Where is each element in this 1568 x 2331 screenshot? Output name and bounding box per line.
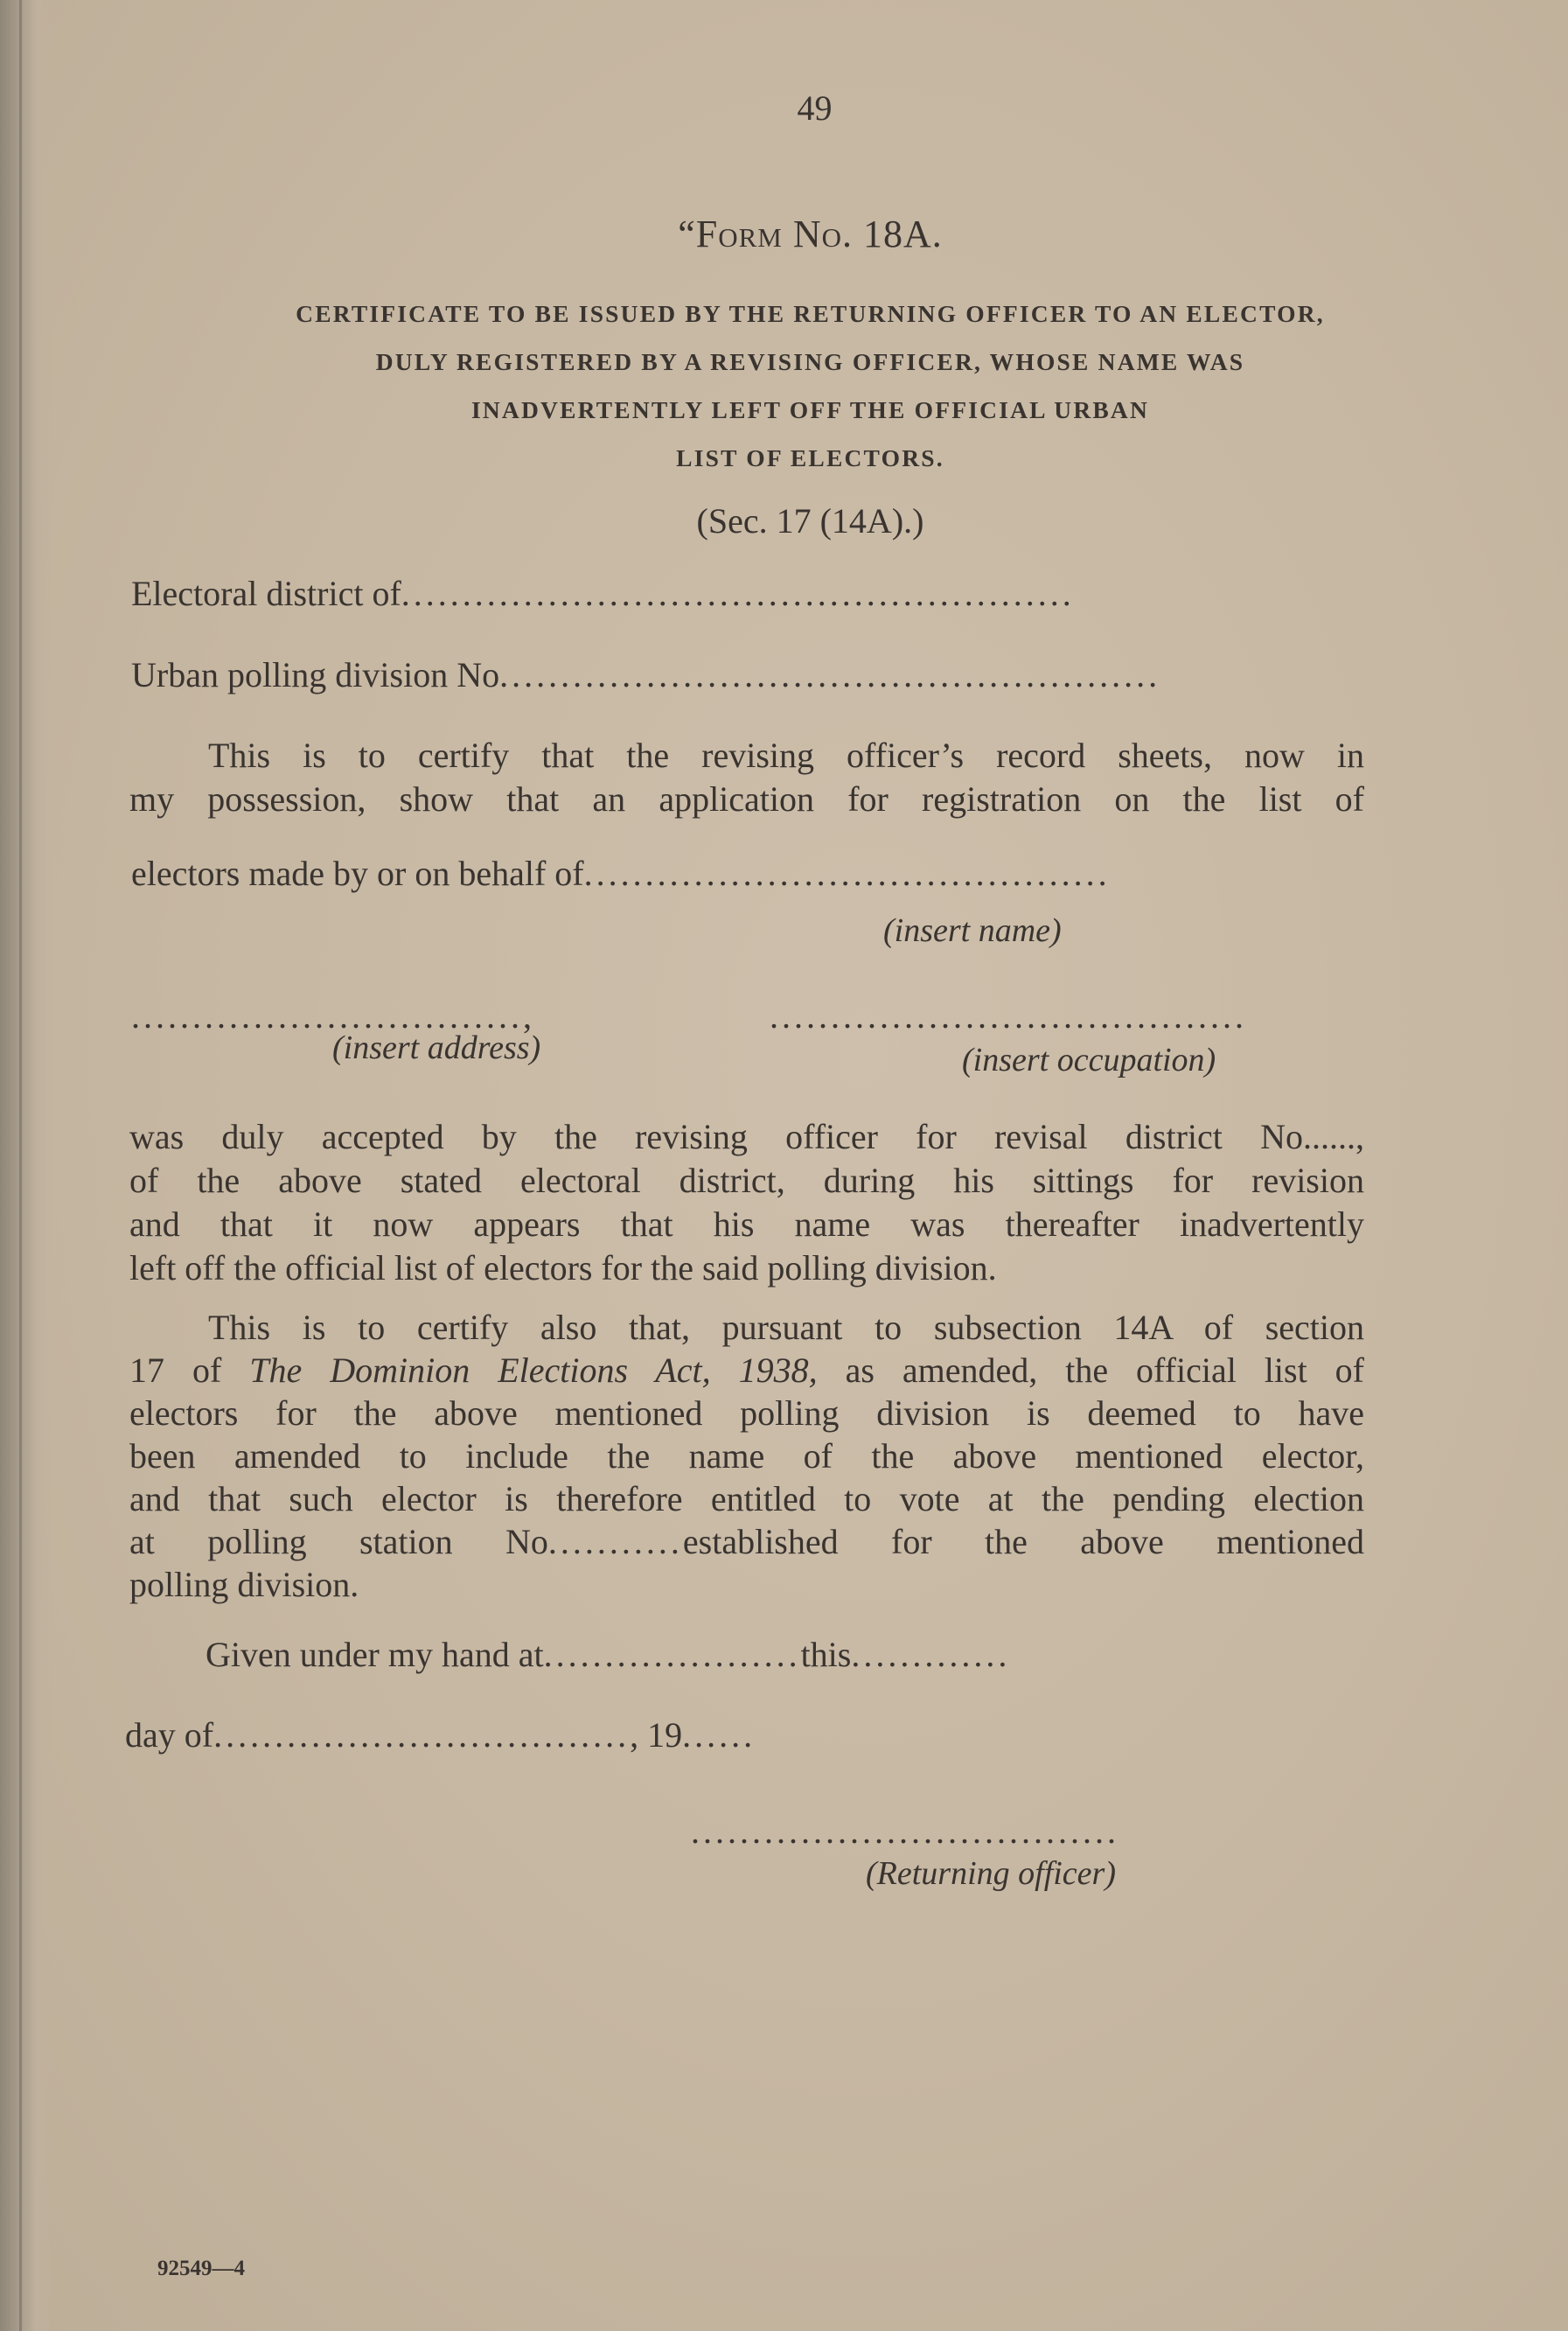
fill-in-dots: ............. [851, 1635, 1011, 1674]
fill-in-dots: ....................................................... [401, 574, 1075, 613]
heading-line-2: DULY REGISTERED BY A REVISING OFFICER, WHOSE NAME WAS [375, 348, 1245, 375]
signature-dots [691, 1811, 1119, 1852]
revisal-paragraph-line-1: was duly accepted by the revising officer for revisal district No......, [129, 1117, 1364, 1156]
revisal-paragraph-line-4: left off the official list of electors for the said polling division. [129, 1248, 997, 1288]
act-name: The Dominion Elections Act, 1938, [249, 1350, 818, 1390]
applicant-name-field [131, 853, 1111, 894]
heading-line-3: INADVERTENTLY LEFT OFF THE OFFICIAL URBAN [470, 396, 1150, 423]
day-of-label: day of [125, 1715, 214, 1755]
urban-polling-division-label: Urban polling division No [131, 655, 500, 694]
amendment-paragraph-line-3: electors for the above mentioned polling division is deemed to have [129, 1393, 1364, 1433]
fill-in-dots: ...................................................... [499, 655, 1161, 694]
certify-paragraph-line-1: This is to certify that the revising officer’s record sheets, now in [208, 736, 1364, 775]
given-under-hand-line [206, 1634, 1010, 1675]
line-text: as amended, the official list of [817, 1350, 1364, 1390]
electoral-district-label: Electoral district of [131, 574, 401, 613]
fill-in-dots: ....................................... [770, 996, 1247, 1036]
page-number: 49 [797, 88, 833, 128]
occupation-dots [770, 995, 1247, 1036]
electoral-district-field [131, 573, 1075, 614]
amendment-paragraph-line-7: polling division. [129, 1565, 359, 1604]
insert-address-caption: (insert address) [332, 1029, 541, 1066]
fill-in-dots: ........... [547, 1522, 683, 1561]
amendment-paragraph-line-4: been amended to include the name of the above mentioned elector, [129, 1436, 1364, 1476]
urban-polling-division-field [131, 654, 1160, 695]
line-text: at polling station No [129, 1522, 548, 1561]
revisal-paragraph-line-3: and that it now appears that his name was thereafter inadvertently [129, 1204, 1364, 1244]
fill-in-dots: ........................................... [583, 854, 1111, 893]
section-reference: (Sec. 17 (14A).) [696, 501, 924, 541]
line-text: 17 of [129, 1350, 250, 1390]
fill-in-dots: ...... [682, 1715, 756, 1755]
amendment-paragraph-line-2 [129, 1350, 1364, 1392]
certify-paragraph-line-2: my possession, show that an application for registration on the list of [129, 779, 1364, 819]
revisal-paragraph-line-2: of the above stated electoral district, during his sittings for revision [129, 1161, 1364, 1200]
fill-in-dots: ................................, [131, 996, 535, 1036]
amendment-paragraph-line-5: and that such elector is therefore entitled to vote at the pending election [129, 1479, 1364, 1518]
fill-in-dots: ..................... [543, 1635, 801, 1674]
given-under-label: Given under my hand at [206, 1635, 544, 1674]
returning-officer-caption: (Returning officer) [866, 1855, 1116, 1892]
form-title: “Form No. 18A. [678, 213, 943, 255]
this-label: this [800, 1635, 852, 1674]
insert-name-caption: (insert name) [883, 912, 1062, 949]
fill-in-dots: ................................... [691, 1811, 1119, 1851]
fill-in-dots: .................................. [213, 1715, 631, 1755]
insert-occupation-caption: (insert occupation) [962, 1042, 1216, 1078]
heading-line-1: CERTIFICATE TO BE ISSUED BY THE RETURNING OFFICER TO AN ELECTOR, [296, 300, 1325, 327]
electors-made-by-label: electors made by or on behalf of [131, 854, 584, 893]
amendment-paragraph-line-6 [129, 1521, 1364, 1563]
year-label: , 19 [630, 1715, 683, 1755]
amendment-paragraph-line-1: This is to certify also that, pursuant to subsection 14A of section [208, 1308, 1364, 1347]
heading-line-4: LIST OF ELECTORS. [676, 444, 944, 471]
day-of-line [125, 1714, 756, 1755]
line-text: established for the above mentioned [682, 1522, 1364, 1561]
print-code: 92549—4 [157, 2257, 245, 2280]
